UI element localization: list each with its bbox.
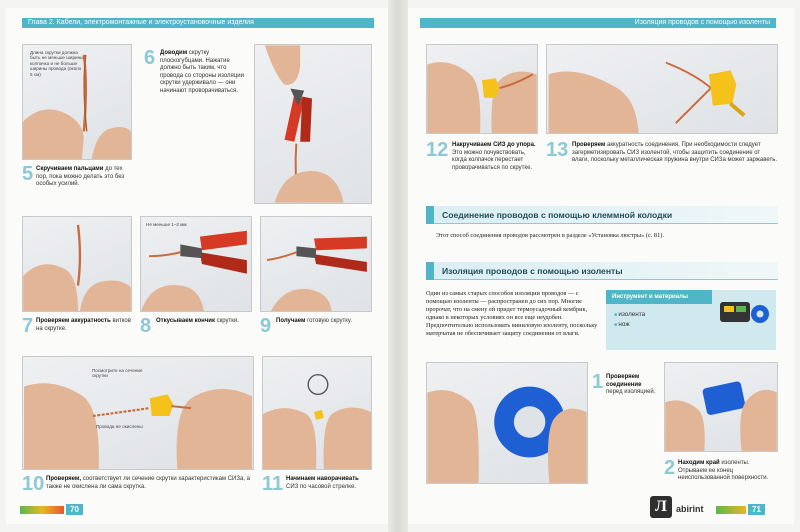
step-13-bold: Проверяем bbox=[572, 142, 606, 148]
step-13-number: 13 bbox=[546, 139, 569, 161]
step-6-caption bbox=[160, 50, 250, 96]
step-12-text: Это можно почувствовать, когда колпачок перестает проворачиваться по скрутке. bbox=[452, 149, 533, 171]
step-10-caption bbox=[46, 476, 252, 491]
step-7-bold: Проверяем аккуратность bbox=[36, 318, 111, 324]
step-5-number: 5 bbox=[22, 163, 34, 185]
tape-step-1-bold: Проверяем соединение bbox=[606, 374, 642, 388]
annotation-step-10-b: Провода не окислены bbox=[96, 424, 143, 429]
photo-step-7 bbox=[22, 216, 132, 312]
running-head-left: Глава 2. Кабели, электромонтажные и электроустановочные изделия bbox=[22, 18, 374, 28]
step-9-bold: Получаем bbox=[276, 318, 306, 324]
step-5-bold: Скручиваем пальцами bbox=[36, 166, 104, 172]
labirint-logo-text: abirint bbox=[676, 504, 704, 514]
step-13-caption bbox=[572, 142, 778, 165]
section-marker bbox=[426, 262, 434, 280]
tools-box-title: Инструмент и материалы bbox=[606, 290, 712, 304]
tape-step-2-number: 2 bbox=[664, 457, 676, 479]
photo-step-11 bbox=[262, 356, 372, 470]
section-terminal-title: Соединение проводов с помощью клеммной колодки bbox=[442, 210, 673, 220]
tape-step-1-text: перед изоляцией. bbox=[606, 389, 656, 396]
step-8-bold: Откусываем кончик bbox=[156, 318, 215, 324]
toolkit-image bbox=[716, 292, 774, 328]
step-9-text: готовую скрутку. bbox=[307, 318, 352, 324]
annotation-step-10-a: Посмотрите на сечение скрутки bbox=[92, 368, 143, 379]
step-8-caption bbox=[156, 318, 250, 326]
step-12-caption bbox=[452, 142, 538, 172]
tools-list bbox=[614, 310, 645, 330]
tape-step-1-caption bbox=[606, 374, 656, 397]
section-tape-heading bbox=[426, 262, 778, 280]
step-5-text: до тех пор, пока можно делать это без особых усилий. bbox=[36, 166, 125, 188]
step-11-bold: Начинаем наворачивать bbox=[286, 476, 359, 482]
section-terminal-heading bbox=[426, 206, 778, 224]
step-8-text: скрутки. bbox=[216, 318, 239, 324]
step-12-bold: Накручиваем СИЗ до упора. bbox=[452, 142, 536, 148]
step-6-number: 6 bbox=[144, 47, 156, 69]
step-8-number: 8 bbox=[140, 315, 152, 337]
running-head-right: Изоляция проводов с помощью изоленты bbox=[420, 18, 776, 28]
page-number-right: 71 bbox=[748, 504, 765, 515]
step-9-number: 9 bbox=[260, 315, 272, 337]
step-11-number: 11 bbox=[262, 473, 284, 495]
tape-step-2-bold: Находим край bbox=[678, 460, 720, 466]
photo-step-12 bbox=[426, 44, 538, 134]
tape-step-2-caption bbox=[678, 460, 778, 483]
photo-tape-step-1 bbox=[426, 362, 588, 484]
section-tape-title: Изоляция проводов с помощью изоленты bbox=[442, 266, 623, 276]
step-13-text: аккуратность соединения. При необходимости следует загерметизировать СИЗ изолентой, чтобы защитить соединение от влаги, поскольку металлическая пружина внутри СИЗа может заржаветь. bbox=[572, 142, 778, 164]
section-marker bbox=[426, 206, 434, 224]
step-11-caption bbox=[286, 476, 372, 491]
step-6-text: скрутку плоскогубцами. Нажатие должно быть таким, что провода со стороны изоляции скрутки удерживало — они начинают проворачиваться. bbox=[160, 50, 244, 94]
labirint-logo: Л bbox=[650, 496, 672, 518]
photo-step-9 bbox=[260, 216, 372, 312]
step-9-caption bbox=[276, 318, 370, 326]
section-terminal-text: Этот способ соединения проводов рассмотрен в разделе «Установка люстры» (с. 81). bbox=[436, 232, 664, 239]
step-10-bold: Проверяем, bbox=[46, 476, 82, 482]
step-10-text: соответствует ли сечение скрутки характеристикам СИЗа, а также не окислена ли сама скрутка. bbox=[46, 476, 250, 490]
tools-item: ■ нож bbox=[614, 320, 645, 330]
step-7-text: витков на скрутке. bbox=[36, 318, 131, 332]
step-7-number: 7 bbox=[22, 315, 34, 337]
step-7-caption bbox=[36, 318, 132, 333]
photo-step-13 bbox=[546, 44, 778, 134]
footer-color-bar-left bbox=[20, 506, 64, 514]
tools-item: ■ изолента bbox=[614, 310, 645, 320]
section-tape-text: Один из самых старых способов изоляции проводов — с помощью изоленты — распространен до сих пор. Многие пророчат, что на смену ей придет термоусадочный кембрик, однако в некоторых условиях он все еще неудобен. Предпочтительно использовать виниловую изоленту, поскольку матерчатая не обеспечивает защиту соединения от влаги. bbox=[426, 290, 598, 337]
photo-step-8 bbox=[140, 216, 252, 312]
photo-tape-step-2 bbox=[664, 362, 778, 452]
annotation-step-8: Не меньше 1–2 мм bbox=[146, 222, 187, 227]
page-number-left: 70 bbox=[66, 504, 83, 515]
photo-step-6 bbox=[254, 44, 372, 204]
step-5-caption bbox=[36, 166, 132, 189]
book-gutter bbox=[388, 0, 408, 532]
tools-box bbox=[606, 290, 776, 350]
annotation-step-5: Длина скрутки должна быть не меньше ширины колпачка и не больше ширины провода (около 5 см) bbox=[30, 50, 84, 77]
tape-step-1-number: 1 bbox=[592, 371, 604, 393]
footer-color-bar-right bbox=[716, 506, 746, 514]
tape-step-2-text: изоленты. Отрываем ее конец неиспользованной поверхности. bbox=[678, 460, 769, 482]
step-12-number: 12 bbox=[426, 139, 449, 161]
step-6-bold: Доводим bbox=[160, 50, 188, 56]
step-11-text: СИЗ по часовой стрелке. bbox=[286, 483, 356, 490]
step-10-number: 10 bbox=[22, 473, 45, 495]
